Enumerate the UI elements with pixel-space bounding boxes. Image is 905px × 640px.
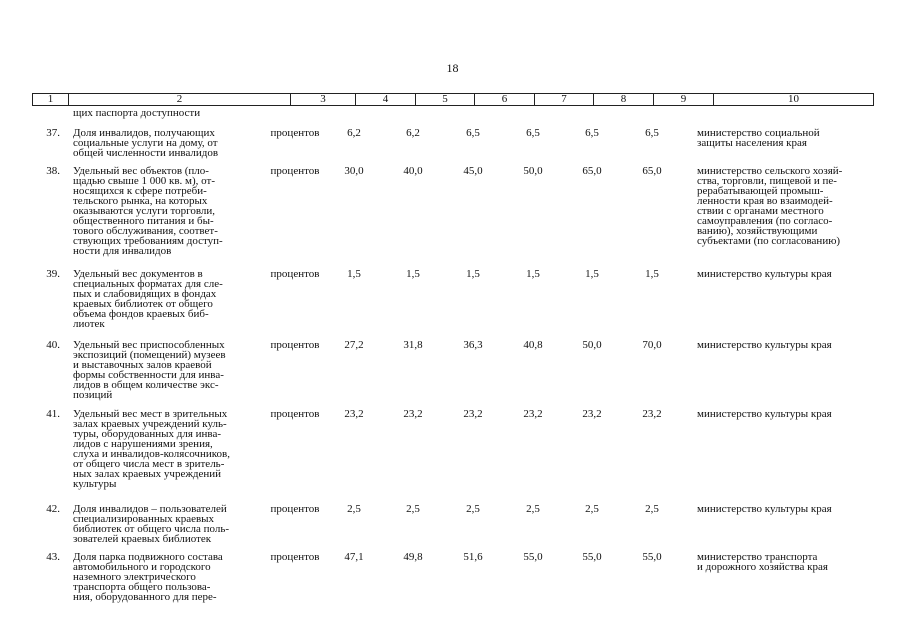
header-col-4: 4 xyxy=(355,94,415,105)
unit: процентов xyxy=(270,127,320,139)
value-col-6: 23,2 xyxy=(463,408,483,420)
row-number: 40. xyxy=(46,339,60,351)
table-header xyxy=(32,93,874,106)
responsible-body: министерство социальной защиты населения края xyxy=(697,127,820,149)
value-col-5: 1,5 xyxy=(406,268,420,280)
responsible-body: министерство культуры края xyxy=(697,339,832,351)
value-col-9: 70,0 xyxy=(642,339,662,351)
indicator-name: Доля инвалидов – пользователей специализированных краевых библиотек от общего числа поль- зователей краевых библиотек xyxy=(73,503,230,545)
value-col-6: 45,0 xyxy=(463,165,483,177)
header-col-7: 7 xyxy=(534,94,593,105)
value-col-9: 65,0 xyxy=(642,165,662,177)
header-col-9: 9 xyxy=(653,94,713,105)
value-col-9: 2,5 xyxy=(645,503,659,515)
value-col-8: 55,0 xyxy=(582,551,602,563)
value-col-4: 1,5 xyxy=(347,268,361,280)
unit: процентов xyxy=(270,339,320,351)
unit: процентов xyxy=(270,268,320,280)
value-col-9: 55,0 xyxy=(642,551,662,563)
row-number: 41. xyxy=(46,408,60,420)
header-col-1: 1 xyxy=(47,93,54,105)
value-col-8: 65,0 xyxy=(582,165,602,177)
responsible-body: министерство транспорта и дорожного хозяйства края xyxy=(697,551,828,573)
value-col-7: 40,8 xyxy=(523,339,543,351)
unit: процентов xyxy=(270,503,320,515)
value-col-7: 23,2 xyxy=(523,408,543,420)
value-col-4: 23,2 xyxy=(344,408,364,420)
header-col-8: 8 xyxy=(593,94,653,105)
value-col-9: 1,5 xyxy=(645,268,659,280)
value-col-5: 31,8 xyxy=(403,339,423,351)
unit: процентов xyxy=(270,408,320,420)
value-col-9: 6,5 xyxy=(645,127,659,139)
header-col-5: 5 xyxy=(415,94,474,105)
value-col-7: 50,0 xyxy=(523,165,543,177)
header-col-3: 3 xyxy=(290,94,355,105)
indicator-name: Доля парка подвижного состава автомобильного и городского наземного электрического транспорта общего пользова- ния, оборудованного для пере- xyxy=(73,551,223,603)
value-col-8: 2,5 xyxy=(585,503,599,515)
value-col-6: 1,5 xyxy=(466,268,480,280)
row-number: 42. xyxy=(46,503,60,515)
value-col-8: 50,0 xyxy=(582,339,602,351)
value-col-5: 23,2 xyxy=(403,408,423,420)
value-col-6: 36,3 xyxy=(463,339,483,351)
value-col-6: 51,6 xyxy=(463,551,483,563)
value-col-7: 6,5 xyxy=(526,127,540,139)
row-number: 43. xyxy=(46,551,60,563)
indicator-name: Доля инвалидов, получающих социальные услуги на дому, от общей численности инвалидов xyxy=(73,127,219,159)
unit: процентов xyxy=(270,165,320,177)
value-col-7: 55,0 xyxy=(523,551,543,563)
header-col-2: 2 xyxy=(68,94,290,105)
value-col-7: 2,5 xyxy=(526,503,540,515)
indicator-name: Удельный вес объектов (пло- щадью свыше 1 000 кв. м), от- носящихся к сфере потреби- тельского рынка, на которых оказываются услуги торговли, общественного питания и бы- тового обслуживания, соответ- ствующих требованиям доступ- ности для инвалидов xyxy=(73,165,223,257)
responsible-body: министерство культуры края xyxy=(697,503,832,515)
value-col-5: 49,8 xyxy=(403,551,423,563)
row-number: 38. xyxy=(46,165,60,177)
value-col-4: 2,5 xyxy=(347,503,361,515)
indicator-name: Удельный вес документов в специальных форматах для сле- пых и слабовидящих в фондах краевых библиотек от общего объема фондов краевых биб- лиотек xyxy=(73,268,223,330)
header-col-6: 6 xyxy=(474,94,534,105)
value-col-6: 2,5 xyxy=(466,503,480,515)
value-col-8: 1,5 xyxy=(585,268,599,280)
value-col-4: 30,0 xyxy=(344,165,364,177)
continuation-text: щих паспорта доступности xyxy=(73,107,201,119)
row-number: 39. xyxy=(46,268,60,280)
value-col-5: 2,5 xyxy=(406,503,420,515)
value-col-5: 40,0 xyxy=(403,165,423,177)
value-col-7: 1,5 xyxy=(526,268,540,280)
responsible-body: министерство культуры края xyxy=(697,268,832,280)
value-col-4: 6,2 xyxy=(347,127,361,139)
responsible-body: министерство культуры края xyxy=(697,408,832,420)
responsible-body: министерство сельского хозяй- ства, торговли, пищевой и пе- рерабатывающей промыш- ленности края во взаимодей- ствии с органами местного самоуправления (по согласо- ванию), хозяйствующими субъектами (по согласованию) xyxy=(697,165,843,247)
value-col-4: 27,2 xyxy=(344,339,364,351)
indicator-name: Удельный вес приспособленных экспозиций (помещений) музеев и выставочных залов краевой формы собственности для инва- лидов в общем количестве экс- позиций xyxy=(73,339,226,401)
page-number: 18 xyxy=(446,61,459,75)
indicator-name: Удельный вес мест в зрительных залах краевых учреждений куль- туры, оборудованных для инва- лидов с нарушениями зрения, слуха и инвалидов-колясочников, от общего числа мест в зритель- ных залах краевых учреждений культуры xyxy=(73,408,230,490)
header-col-10: 10 xyxy=(713,94,873,105)
value-col-6: 6,5 xyxy=(466,127,480,139)
value-col-8: 23,2 xyxy=(582,408,602,420)
value-col-9: 23,2 xyxy=(642,408,662,420)
value-col-4: 47,1 xyxy=(344,551,364,563)
value-col-8: 6,5 xyxy=(585,127,599,139)
row-number: 37. xyxy=(46,127,60,139)
unit: процентов xyxy=(270,551,320,563)
value-col-5: 6,2 xyxy=(406,127,420,139)
